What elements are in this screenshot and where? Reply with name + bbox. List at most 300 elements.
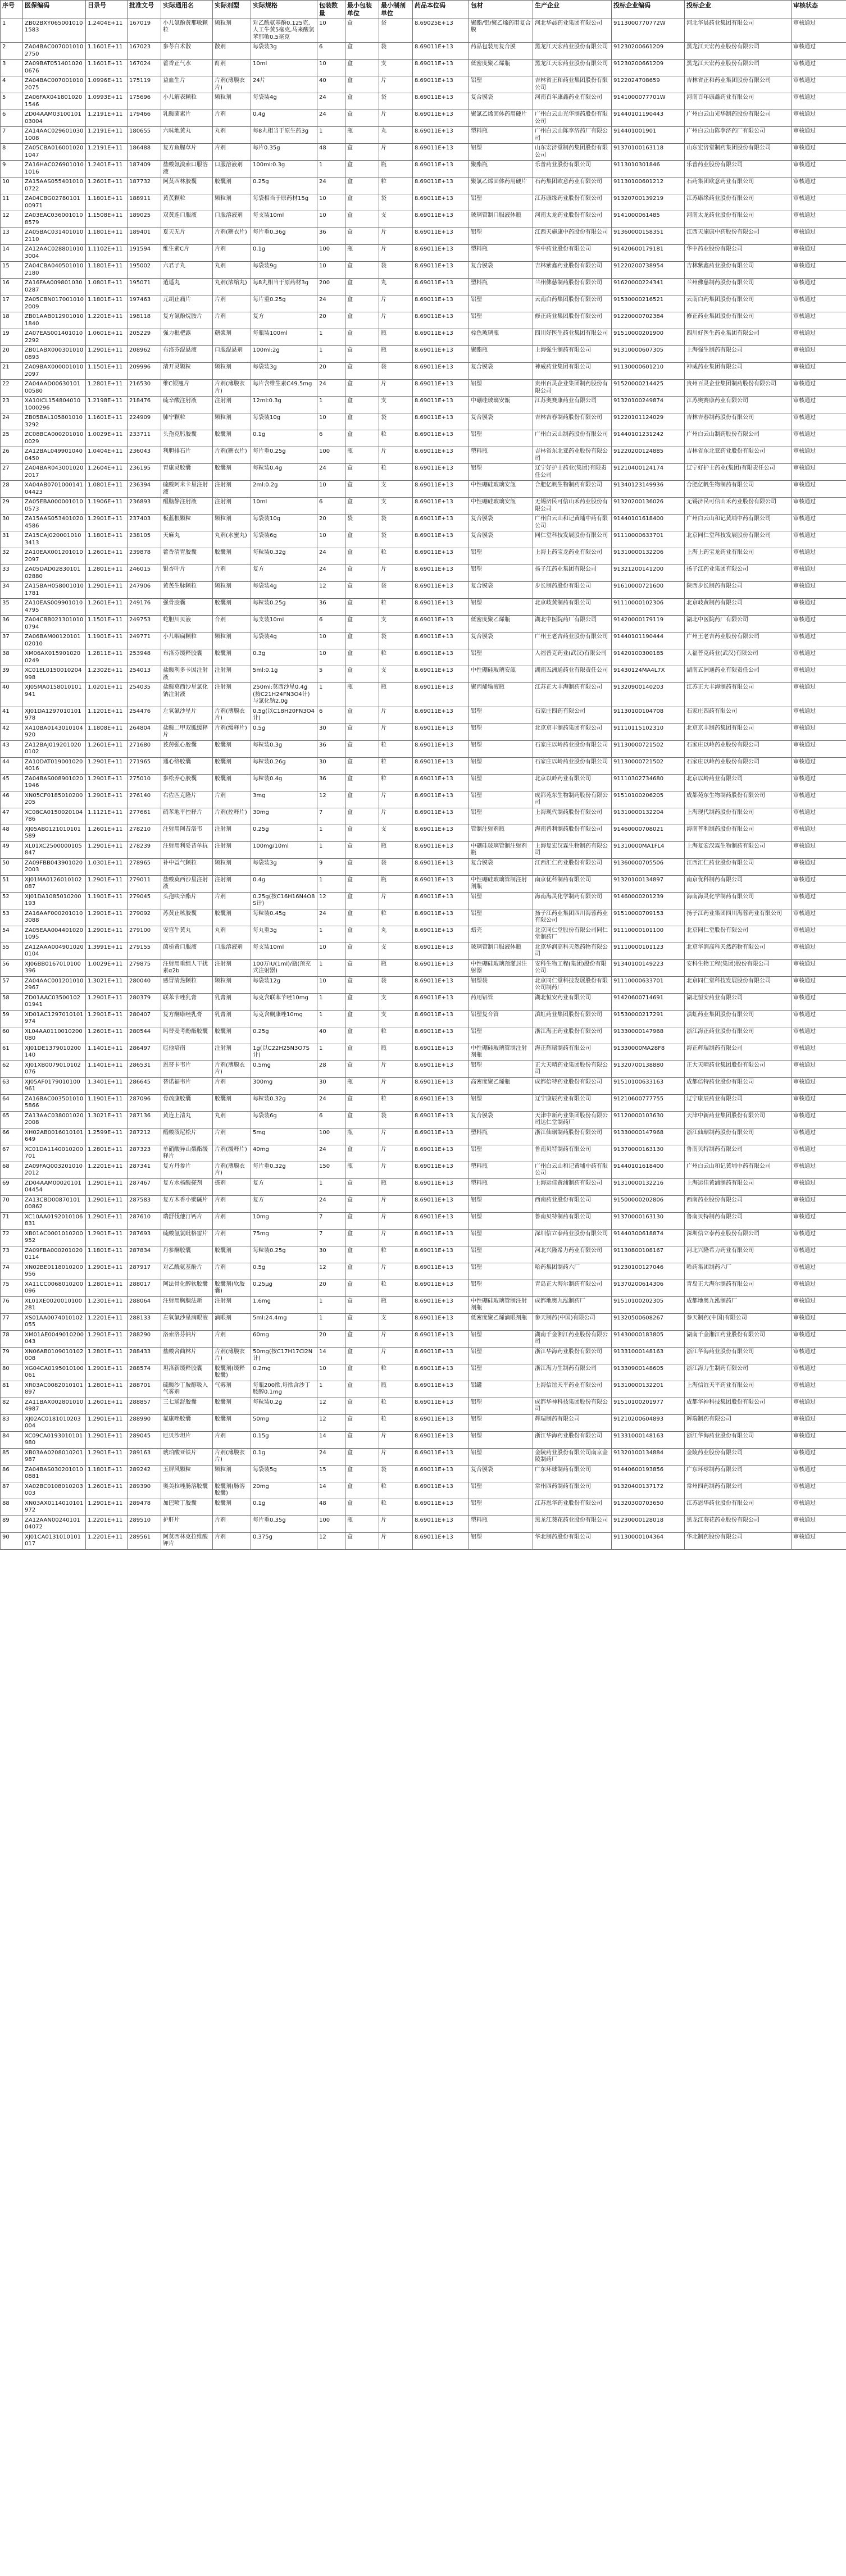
table-cell: 22: [1, 380, 23, 397]
table-cell: 8.69011E+13: [413, 1061, 469, 1077]
table-row: [1, 1280, 846, 1296]
table-cell: 0.1g: [251, 245, 317, 262]
table-cell: 78: [1, 1330, 23, 1347]
table-row: [1, 1229, 846, 1246]
table-cell: 每粒装0.32g: [251, 1094, 317, 1111]
table-cell: 铝塑: [469, 649, 533, 666]
table-cell: 黑龙江天宏药业股份有限公司: [533, 43, 612, 60]
table-cell: 扬子江药业集团有限公司: [533, 565, 612, 582]
table-cell: 上海现代制药股份有限公司: [685, 808, 792, 825]
table-cell: 铝塑: [469, 1195, 533, 1212]
table-cell: 1: [317, 1313, 345, 1330]
table-cell: 成都华神科技集团股份有限公司: [685, 1398, 792, 1414]
table-cell: 盒: [345, 1482, 379, 1499]
table-cell: 1: [317, 993, 345, 1010]
table-cell: 8.69011E+13: [413, 262, 469, 279]
table-cell: XC01DA1140010200701: [23, 1145, 86, 1162]
table-cell: 8.69011E+13: [413, 447, 469, 464]
table-cell: 91310000132201: [612, 1381, 685, 1398]
table-cell: ZB01ABX0003010100893: [23, 346, 86, 363]
table-cell: 91420600179181: [612, 245, 685, 262]
table-cell: 914401001901: [612, 127, 685, 144]
table-cell: 195002: [128, 262, 161, 279]
table-cell: 288574: [128, 1364, 161, 1381]
table-cell: 8.69011E+13: [413, 993, 469, 1010]
table-cell: 56: [1, 959, 23, 976]
table-cell: 8.69011E+13: [413, 430, 469, 447]
table-cell: 袋: [379, 858, 413, 875]
table-cell: 1.2201E+11: [86, 1515, 128, 1532]
table-cell: 辽宁好护士药业(集团)有限责任公司: [685, 464, 792, 481]
table-cell: 审核通过: [792, 1381, 846, 1398]
table-cell: 湖南千金湘江药业股份有限公司: [685, 1330, 792, 1347]
table-cell: 片剂(糖衣片): [213, 447, 251, 464]
table-cell: 铝塑复合管: [469, 1010, 533, 1027]
table-cell: 289478: [128, 1499, 161, 1515]
table-cell: 8.69011E+13: [413, 127, 469, 144]
table-cell: 厄贝沙坦片: [161, 1431, 213, 1448]
table-cell: 8.69011E+13: [413, 380, 469, 397]
table-cell: 盒: [345, 774, 379, 791]
table-cell: 广州白云山制药股份有限公司: [533, 430, 612, 447]
table-cell: 278210: [128, 825, 161, 841]
table-cell: 278965: [128, 858, 161, 875]
table-row: [1, 1398, 846, 1414]
table-cell: 布洛芬缓释胶囊: [161, 649, 213, 666]
table-cell: 8.69011E+13: [413, 1212, 469, 1229]
table-cell: 审核通过: [792, 346, 846, 363]
table-cell: 铝塑: [469, 76, 533, 93]
table-cell: 口服溶液剂: [213, 943, 251, 959]
table-cell: 8.69011E+13: [413, 1280, 469, 1296]
table-cell: 24片: [251, 76, 317, 93]
table-cell: 上海运佳黄浦制药有限公司: [685, 1178, 792, 1195]
table-cell: 审核通过: [792, 329, 846, 346]
table-cell: XJ05MA0158010101941: [23, 683, 86, 707]
table-cell: 8.69011E+13: [413, 858, 469, 875]
table-cell: 扬子江药业集团四川海蓉药业有限公司: [533, 909, 612, 926]
column-header: 生产企业: [533, 1, 612, 19]
table-cell: ZA05CBN0170010102009: [23, 295, 86, 312]
table-cell: 287212: [128, 1128, 161, 1145]
table-cell: 每粒装0.2g: [251, 1398, 317, 1414]
table-cell: 河南太龙药业股份有限公司: [533, 211, 612, 228]
table-row: [1, 60, 846, 76]
table-cell: 河南太龙药业股份有限公司: [685, 211, 792, 228]
table-cell: 审核通过: [792, 295, 846, 312]
table-cell: 197463: [128, 295, 161, 312]
table-cell: 85: [1, 1448, 23, 1465]
table-cell: 8.69011E+13: [413, 1515, 469, 1532]
table-cell: 安科生物工程(集团)股份有限公司: [685, 959, 792, 976]
column-header: 包材: [469, 1, 533, 19]
table-cell: 颗粒剂: [213, 632, 251, 649]
table-cell: 粒: [379, 1094, 413, 1111]
table-cell: 浙江仙琚制药股份有限公司: [685, 1128, 792, 1145]
table-cell: 复方丹参片: [161, 1162, 213, 1178]
table-cell: 益血生片: [161, 76, 213, 93]
table-row: [1, 447, 846, 464]
table-cell: 盒: [345, 1263, 379, 1280]
table-cell: 1.1401E+11: [86, 1061, 128, 1077]
table-cell: XJ05AB0121010101589: [23, 825, 86, 841]
table-cell: 天津中新药业集团股份有限公司达仁堂制药厂: [533, 1111, 612, 1128]
table-cell: 1.2601E+11: [86, 548, 128, 565]
table-cell: 瓶: [379, 161, 413, 178]
table-cell: 粒: [379, 1027, 413, 1044]
table-cell: 通心络胶囊: [161, 757, 213, 774]
table-cell: 铝罐: [469, 1381, 533, 1398]
table-cell: 片剂: [213, 295, 251, 312]
table-row: [1, 1162, 846, 1178]
table-cell: 浙江仙琚制药股份有限公司: [533, 1128, 612, 1145]
table-cell: 盒: [345, 548, 379, 565]
table-cell: 1.1901E+11: [86, 892, 128, 909]
table-cell: 0.15g: [251, 1431, 317, 1448]
table-cell: 1.0201E+11: [86, 683, 128, 707]
table-cell: 8.69011E+13: [413, 582, 469, 599]
table-cell: 10ml: [251, 60, 317, 76]
table-cell: 盒: [345, 723, 379, 740]
table-cell: 0.4g: [251, 110, 317, 127]
table-cell: 硫酸沙丁胺醇吸入气雾剂: [161, 1381, 213, 1398]
table-cell: 陕西步长制药有限公司: [685, 582, 792, 599]
table-cell: 江苏奥赛康药业有限公司: [685, 397, 792, 413]
table-cell: 10: [317, 262, 345, 279]
table-cell: 江苏恩华药业股份有限公司: [533, 1499, 612, 1515]
table-cell: 8.69011E+13: [413, 1398, 469, 1414]
table-cell: 盒: [345, 757, 379, 774]
table-cell: 云南白药集团股份有限公司: [533, 295, 612, 312]
table-cell: 注射剂: [213, 959, 251, 976]
table-cell: 盒: [345, 1381, 379, 1398]
table-cell: 审核通过: [792, 1347, 846, 1364]
table-cell: 片: [379, 1195, 413, 1212]
table-cell: 中性硼硅玻璃安瓿: [469, 498, 533, 515]
table-cell: 聚酯瓶: [469, 346, 533, 363]
table-cell: 盒: [345, 110, 379, 127]
table-cell: 300mg: [251, 1077, 317, 1094]
table-cell: 盒: [345, 909, 379, 926]
table-cell: 1.2901E+11: [86, 1010, 128, 1027]
table-cell: 塑料瓶: [469, 127, 533, 144]
table-cell: 10: [317, 19, 345, 43]
table-cell: 铝塑: [469, 740, 533, 757]
column-header: 包装数量: [317, 1, 345, 19]
table-cell: 瓶: [345, 127, 379, 144]
table-cell: 深圳信立泰药业股份有限公司: [685, 1229, 792, 1246]
table-cell: 瓶: [379, 329, 413, 346]
table-cell: 审核通过: [792, 632, 846, 649]
table-cell: 279092: [128, 909, 161, 926]
table-cell: 复合膜袋: [469, 1465, 533, 1482]
table-cell: 14: [317, 1347, 345, 1364]
table-cell: 236043: [128, 447, 161, 464]
table-row: [1, 1381, 846, 1398]
table-cell: 82: [1, 1398, 23, 1414]
table-cell: 8.69011E+13: [413, 599, 469, 616]
table-cell: 12: [317, 791, 345, 808]
table-cell: 片剂(薄膜衣片): [213, 1448, 251, 1465]
table-cell: 91210200604893: [612, 1414, 685, 1431]
table-cell: 蛇胆川贝液: [161, 616, 213, 632]
table-cell: 每片含维生素C49.5mg: [251, 380, 317, 397]
table-cell: 盒: [345, 481, 379, 498]
table-cell: 片: [379, 1263, 413, 1280]
table-cell: 6: [1, 110, 23, 127]
table-cell: 审核通过: [792, 565, 846, 582]
table-cell: 276140: [128, 791, 161, 808]
table-cell: 20: [317, 1330, 345, 1347]
table-cell: 胶囊剂: [213, 599, 251, 616]
table-cell: 北京岐黄制药有限公司: [533, 599, 612, 616]
table-cell: 广东环球制药有限公司: [685, 1465, 792, 1482]
table-cell: 每8丸相当于原药材3g: [251, 279, 317, 295]
table-cell: ZA16BAC0035010105866: [23, 1094, 86, 1111]
table-cell: XL04AA0110010200080: [23, 1027, 86, 1044]
table-cell: XB01AC0001010200952: [23, 1229, 86, 1246]
table-cell: 91430000183805: [612, 1330, 685, 1347]
table-cell: 塑料瓶: [469, 245, 533, 262]
table-cell: 187409: [128, 161, 161, 178]
table-cell: 57: [1, 976, 23, 993]
table-cell: 60: [1, 1027, 23, 1044]
table-cell: 瓶: [379, 841, 413, 858]
table-cell: 10: [317, 211, 345, 228]
table-cell: 胶囊剂: [213, 1499, 251, 1515]
table-cell: 奥美拉唑肠溶胶囊: [161, 1482, 213, 1499]
table-row: [1, 808, 846, 825]
table-cell: 滇虹药业集团股份有限公司: [533, 1010, 612, 1027]
table-cell: 91500000202806: [612, 1195, 685, 1212]
table-cell: 36: [317, 599, 345, 616]
table-cell: 91210400124174: [612, 464, 685, 481]
table-cell: 片: [379, 295, 413, 312]
table-row: [1, 161, 846, 178]
table-cell: 支: [379, 481, 413, 498]
table-cell: 丸剂: [213, 262, 251, 279]
table-cell: 8.69011E+13: [413, 1381, 469, 1398]
table-cell: 琥珀酸亚铁片: [161, 1448, 213, 1465]
table-cell: 审核通过: [792, 649, 846, 666]
table-cell: 91440101190444: [612, 632, 685, 649]
table-cell: 9113010301846: [612, 161, 685, 178]
table-cell: 审核通过: [792, 413, 846, 430]
table-cell: 1.2801E+11: [86, 1381, 128, 1398]
table-cell: 修正药业集团股份有限公司: [533, 312, 612, 329]
table-cell: 石家庄以岭药业股份有限公司: [685, 740, 792, 757]
table-cell: 铝塑: [469, 1532, 533, 1549]
table-cell: 17: [1, 295, 23, 312]
table-cell: 头孢呋辛酯片: [161, 892, 213, 909]
table-cell: XJ02AC0181010203004: [23, 1414, 86, 1431]
table-cell: 丸: [379, 279, 413, 295]
table-cell: 88: [1, 1499, 23, 1515]
table-cell: 片剂(薄膜衣片): [213, 1162, 251, 1178]
table-cell: 1.2801E+11: [86, 380, 128, 397]
table-cell: 注射剂: [213, 841, 251, 858]
table-cell: 江西汇仁药业股份有限公司: [685, 858, 792, 875]
table-cell: XN03AX0114010101972: [23, 1499, 86, 1515]
table-cell: 复方: [251, 1195, 317, 1212]
table-cell: 注射剂: [213, 1296, 251, 1313]
table-cell: 成都地奥九泓制药厂: [533, 1296, 612, 1313]
table-cell: 胶囊剂: [213, 1414, 251, 1431]
table-cell: ZA04AAD0063010100580: [23, 380, 86, 397]
table-cell: 287096: [128, 1094, 161, 1111]
table-row: [1, 481, 846, 498]
table-cell: ZA11BAX0028010104987: [23, 1398, 86, 1414]
table-cell: 铝塑: [469, 1499, 533, 1515]
table-cell: 参天制药(中国)有限公司: [533, 1313, 612, 1330]
table-cell: 药用铝管: [469, 993, 533, 1010]
table-cell: 审核通过: [792, 993, 846, 1010]
table-cell: 审核通过: [792, 1145, 846, 1162]
table-cell: 江苏正大丰海制药有限公司: [685, 683, 792, 707]
table-cell: 厄他培南: [161, 1044, 213, 1061]
table-cell: 1: [317, 841, 345, 858]
table-cell: 审核通过: [792, 1246, 846, 1263]
table-cell: 复合膜袋: [469, 262, 533, 279]
table-cell: 银杏叶片: [161, 565, 213, 582]
table-cell: 审核通过: [792, 19, 846, 43]
table-cell: 河南百年康鑫药业有限公司: [533, 93, 612, 110]
table-row: [1, 1414, 846, 1431]
table-cell: 3mg: [251, 791, 317, 808]
table-cell: ZB02BXY0650010101583: [23, 19, 86, 43]
table-cell: 91420100300185: [612, 649, 685, 666]
table-cell: 审核通过: [792, 515, 846, 531]
table-cell: ZA16HAC0269010101016: [23, 161, 86, 178]
table-cell: ZA04CBA0405010102180: [23, 262, 86, 279]
table-cell: 铝塑: [469, 909, 533, 926]
table-cell: 6: [317, 1111, 345, 1128]
table-cell: ZA13CBD0087010100862: [23, 1195, 86, 1212]
table-cell: 盐酸舍曲林片: [161, 1347, 213, 1364]
table-cell: 100: [317, 447, 345, 464]
table-cell: 铝塑: [469, 1263, 533, 1280]
table-cell: 盒: [345, 295, 379, 312]
table-cell: 10: [317, 413, 345, 430]
table-cell: 每粒装0.4g: [251, 464, 317, 481]
table-cell: 人福普克药业(武汉)有限公司: [685, 649, 792, 666]
table-cell: 8.69025E+13: [413, 19, 469, 43]
table-cell: 91320300703650: [612, 1499, 685, 1515]
table-cell: 12: [317, 1414, 345, 1431]
table-row: [1, 774, 846, 791]
table-cell: 胶囊剂: [213, 430, 251, 447]
table-cell: 片: [379, 447, 413, 464]
table-cell: 91510100201977: [612, 1398, 685, 1414]
table-cell: 吉林省正和药业集团股份有限公司: [685, 76, 792, 93]
table-cell: 1: [317, 825, 345, 841]
table-cell: 审核通过: [792, 1044, 846, 1061]
table-cell: 藿香正气水: [161, 60, 213, 76]
table-cell: 颗粒剂: [213, 93, 251, 110]
table-row: [1, 1448, 846, 1465]
table-cell: 中性硼硅玻璃管制注射剂瓶: [469, 875, 533, 892]
table-cell: 75mg: [251, 1229, 317, 1246]
table-cell: 哈药集团制药六厂: [533, 1263, 612, 1280]
table-cell: 片: [379, 245, 413, 262]
table-cell: 1.2901E+11: [86, 909, 128, 926]
table-cell: 审核通过: [792, 194, 846, 211]
table-cell: 支: [379, 666, 413, 683]
table-cell: 审核通过: [792, 127, 846, 144]
table-cell: 10: [1, 178, 23, 194]
table-cell: 37: [1, 632, 23, 649]
table-cell: 盒: [345, 211, 379, 228]
table-cell: 1.1901E+11: [86, 632, 128, 649]
table-cell: 8.69011E+13: [413, 498, 469, 515]
table-cell: 9: [1, 161, 23, 178]
table-cell: 1.2604E+11: [86, 464, 128, 481]
table-cell: 北京华润高科天然药物有限公司: [533, 943, 612, 959]
table-cell: 铝塑: [469, 548, 533, 565]
table-cell: 维生素C片: [161, 245, 213, 262]
table-cell: 0.1g: [251, 1448, 317, 1465]
table-cell: 盒: [345, 649, 379, 666]
table-cell: 30: [317, 1077, 345, 1094]
table-cell: 289510: [128, 1515, 161, 1532]
table-cell: 粒: [379, 740, 413, 757]
table-cell: 辽宁康辰药业有限公司: [533, 1094, 612, 1111]
table-cell: ZA04CBG0278010100971: [23, 194, 86, 211]
table-cell: ZA09FBA0002010200114: [23, 1246, 86, 1263]
table-cell: 审核通过: [792, 1195, 846, 1212]
table-cell: 8.69011E+13: [413, 531, 469, 548]
table-cell: XC09CA0193010101980: [23, 1431, 86, 1448]
table-cell: 盒: [345, 926, 379, 943]
table-cell: ZA09FBB0439010202003: [23, 858, 86, 875]
table-cell: 1.3021E+11: [86, 976, 128, 993]
table-cell: 支: [379, 211, 413, 228]
table-cell: 散剂: [213, 43, 251, 60]
table-cell: 1g(以C22H25N3O7S计): [251, 1044, 317, 1061]
table-cell: ZA03EAC0360010108579: [23, 211, 86, 228]
table-cell: 48: [1, 825, 23, 841]
table-cell: 审核通过: [792, 1398, 846, 1414]
table-cell: 8.69011E+13: [413, 774, 469, 791]
table-cell: 12: [317, 1532, 345, 1549]
table-cell: 8.69011E+13: [413, 1027, 469, 1044]
table-cell: 287610: [128, 1212, 161, 1229]
table-cell: 1.2201E+11: [86, 1313, 128, 1330]
table-cell: 91230000128018: [612, 1515, 685, 1532]
table-cell: 0.2mg: [251, 1364, 317, 1381]
table-cell: ZA16FAA0098010300287: [23, 279, 86, 295]
table-cell: 胶囊剂: [213, 1027, 251, 1044]
table-cell: 滇虹药业集团股份有限公司: [685, 1010, 792, 1027]
table-cell: 盒: [345, 791, 379, 808]
table-cell: 1.2901E+11: [86, 1263, 128, 1280]
table-cell: 1.2201E+11: [86, 1162, 128, 1178]
table-cell: 片剂: [213, 110, 251, 127]
table-row: [1, 19, 846, 43]
table-cell: ZA09BAT0514010200676: [23, 60, 86, 76]
table-cell: XJ01DA1085010200193: [23, 892, 86, 909]
table-cell: 36: [317, 774, 345, 791]
table-cell: 1.0404E+11: [86, 447, 128, 464]
table-cell: 8.69011E+13: [413, 909, 469, 926]
table-cell: 12: [317, 1398, 345, 1414]
table-cell: 8.69011E+13: [413, 178, 469, 194]
table-cell: 280040: [128, 976, 161, 993]
table-cell: 8.69011E+13: [413, 723, 469, 740]
table-cell: 1: [317, 1296, 345, 1313]
table-cell: 20: [317, 515, 345, 531]
table-cell: 100: [317, 1515, 345, 1532]
